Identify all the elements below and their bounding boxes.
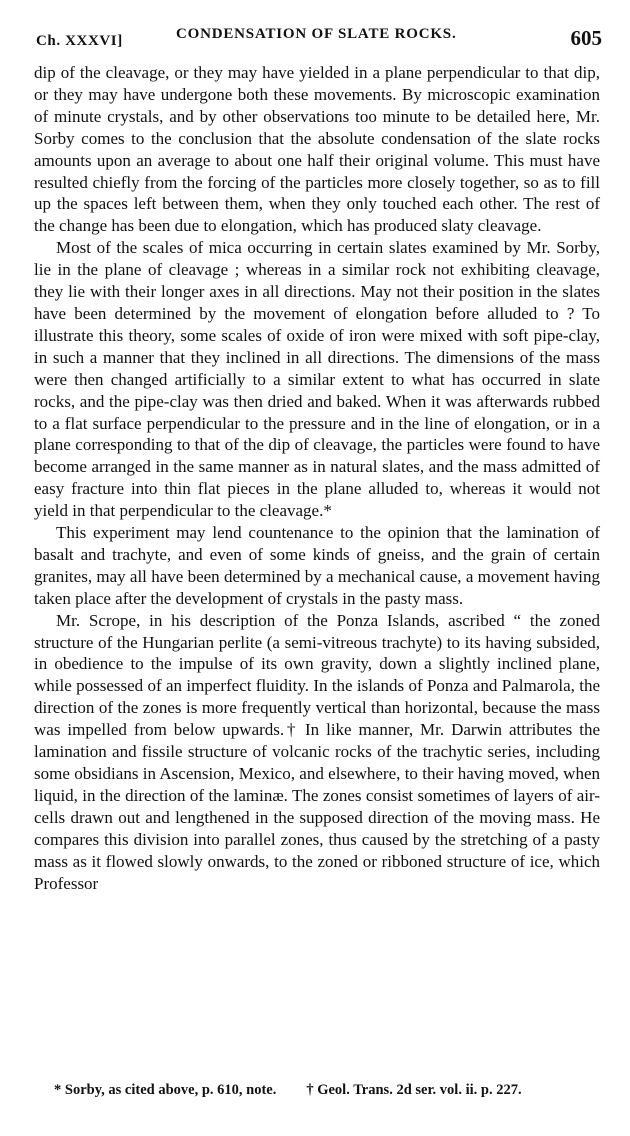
running-title: CONDENSATION OF SLATE ROCKS. bbox=[176, 26, 457, 42]
paragraph-ponza-islands: Mr. Scrope, in his description of the Ponza Islands, ascribed “ the zoned structure of the Hungarian perlite (a semi-vitreous trachyte) to its having subsided, in obedience to the impulse of its own gravity, down a slightly inclined plane, while possessed of an imperfect fluidity. In the islands of Ponza and Palmarola, the direction of the zones is more frequently vertical than horizontal, because the mass was impelled from below upwards.† In like manner, Mr. Darwin attributes the lamination and fissile structure of volcanic rocks of the trachytic series, including some obsidians in Ascension, Mexico, and elsewhere, to their having moved, when liquid, in the direction of the laminæ. The zones consist sometimes of layers of air-cells drawn out and lengthened in the supposed direction of the moving mass. He compares this division into parallel zones, thus caused by the stretching of a pasty mass as it flowed slowly onwards, to the zoned or ribboned structure of ice, which Professor bbox=[34, 610, 600, 893]
body-text bbox=[34, 62, 600, 894]
page-number: 605 bbox=[570, 26, 602, 50]
footnote-geol-trans: † Geol. Trans. 2d ser. vol. ii. p. 227. bbox=[306, 1082, 522, 1098]
footnote-sorby: * Sorby, as cited above, p. 610, note. bbox=[54, 1082, 277, 1098]
paragraph-continued: dip of the cleavage, or they may have yielded in a plane perpendicular to that dip, or they may have undergone both these movements. By microscopic examination of minute crystals, and by other observations too minute to be detailed here, Mr. Sorby comes to the conclusion that the absolute condensation of the slate rocks amounts upon an average to about one half their original volume. This must have resulted chiefly from the forcing of the particles more closely together, so as to fill up the spaces left between them, when they only touched each other. The rest of the change has been due to elongation, which has produced slaty cleavage. bbox=[34, 63, 600, 236]
chapter-label: Ch. XXXVI] bbox=[36, 33, 123, 49]
paragraph-lamination-experiment: This experiment may lend countenance to the opinion that the lamination of basalt and trachyte, and even of some kinds of gneiss, and the grain of certain granites, may all have been determined by a mechanical cause, a movement having taken place after the development of crystals in the pasty mass. bbox=[34, 523, 600, 608]
running-head bbox=[36, 26, 602, 54]
footnotes bbox=[54, 1082, 590, 1099]
paragraph-mica-scales: Most of the scales of mica occurring in certain slates examined by Mr. Sorby, lie in the plane of cleavage ; whereas in a similar rock not exhibiting cleavage, they lie with their longer axes in all directions. May not their position in the slates have been determined by the movement of elongation before alluded to ? To illustrate this theory, some scales of oxide of iron were mixed with soft pipe-clay, in such a manner that they inclined in all directions. The dimensions of the mass were then changed artificially to a similar extent to what has occurred in slate rocks, and the pipe-clay was then dried and baked. When it was afterwards rubbed to a flat surface perpendicular to the pressure and in the line of elongation, or in a plane corresponding to that of the dip of cleavage, the particles were found to have become arranged in the same manner as in natural slates, and the mass admitted of easy fracture into thin flat pieces in the plane alluded to, whereas it would not yield in that perpendicular to the cleavage.* bbox=[34, 238, 600, 521]
